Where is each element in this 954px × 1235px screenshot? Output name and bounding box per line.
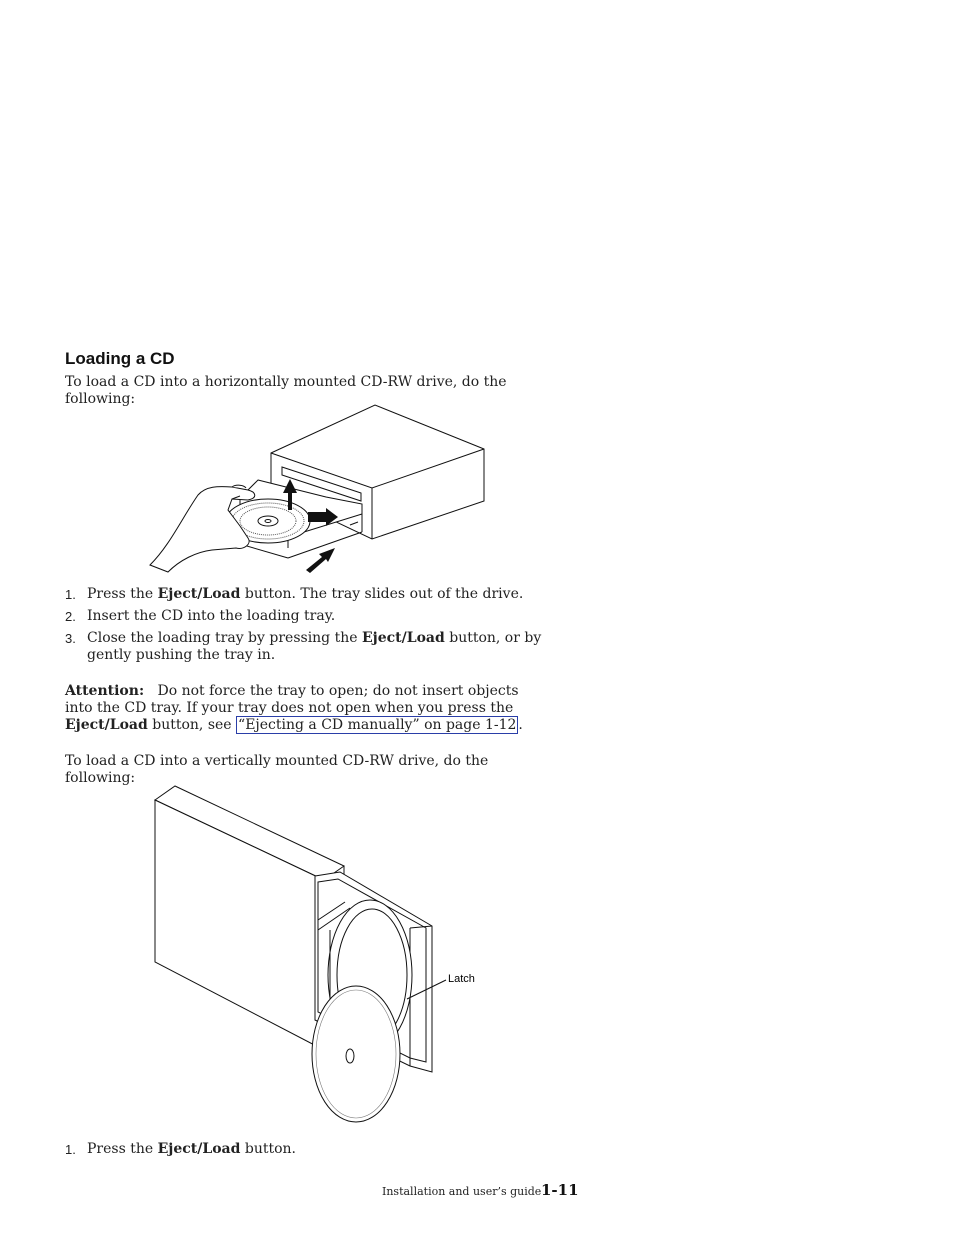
eject-load-label: Eject/Load	[157, 1141, 241, 1157]
step-number: 1.	[65, 587, 76, 602]
attention-end: .	[518, 717, 523, 733]
attention-text: Do not force the tray to open; do not insert objects into the CD tray. If your tray does not open when you press the	[65, 683, 519, 716]
hand-icon	[150, 485, 255, 572]
step-text: button, or by gently pushing the tray in.	[87, 630, 542, 663]
vertical-drive-figure	[150, 780, 500, 1125]
step-text: button. The tray slides out of the drive.	[240, 586, 524, 602]
step-text: button.	[240, 1141, 296, 1157]
step-number: 2.	[65, 609, 76, 624]
eject-load-label: Eject/Load	[65, 717, 148, 733]
step-text: Press the	[87, 1141, 158, 1157]
section-heading: Loading a CD	[65, 349, 175, 368]
horizontal-step-2	[65, 608, 555, 625]
footer-page-number: 1-11	[541, 1181, 579, 1199]
attention-label: Attention:	[65, 683, 145, 699]
horizontal-step-1	[65, 586, 555, 603]
latch-label: Latch	[448, 973, 475, 985]
attention-text: button, see	[147, 717, 237, 733]
step-text: Close the loading tray by pressing the	[87, 630, 362, 646]
horizontal-step-3	[65, 630, 543, 664]
attention-note	[65, 683, 547, 734]
footer-guide-title: Installation and user’s guide	[382, 1185, 542, 1198]
cd-disc-icon	[312, 986, 400, 1122]
eject-load-label: Eject/Load	[157, 586, 241, 602]
step-text: Press the	[87, 586, 158, 602]
ejecting-manually-link[interactable]: “Ejecting a CD manually” on page 1-12	[238, 717, 517, 733]
step-number: 1.	[65, 1142, 76, 1157]
intro-vertical: To load a CD into a vertically mounted CD-RW drive, do the following:	[65, 753, 489, 786]
intro-horizontal: To load a CD into a horizontally mounted CD-RW drive, do the following:	[65, 374, 507, 407]
step-text: Insert the CD into the loading tray.	[87, 608, 336, 624]
step-number: 3.	[65, 631, 76, 646]
eject-load-label: Eject/Load	[361, 630, 445, 646]
vertical-step-1	[65, 1141, 555, 1158]
horizontal-drive-figure	[140, 400, 500, 580]
